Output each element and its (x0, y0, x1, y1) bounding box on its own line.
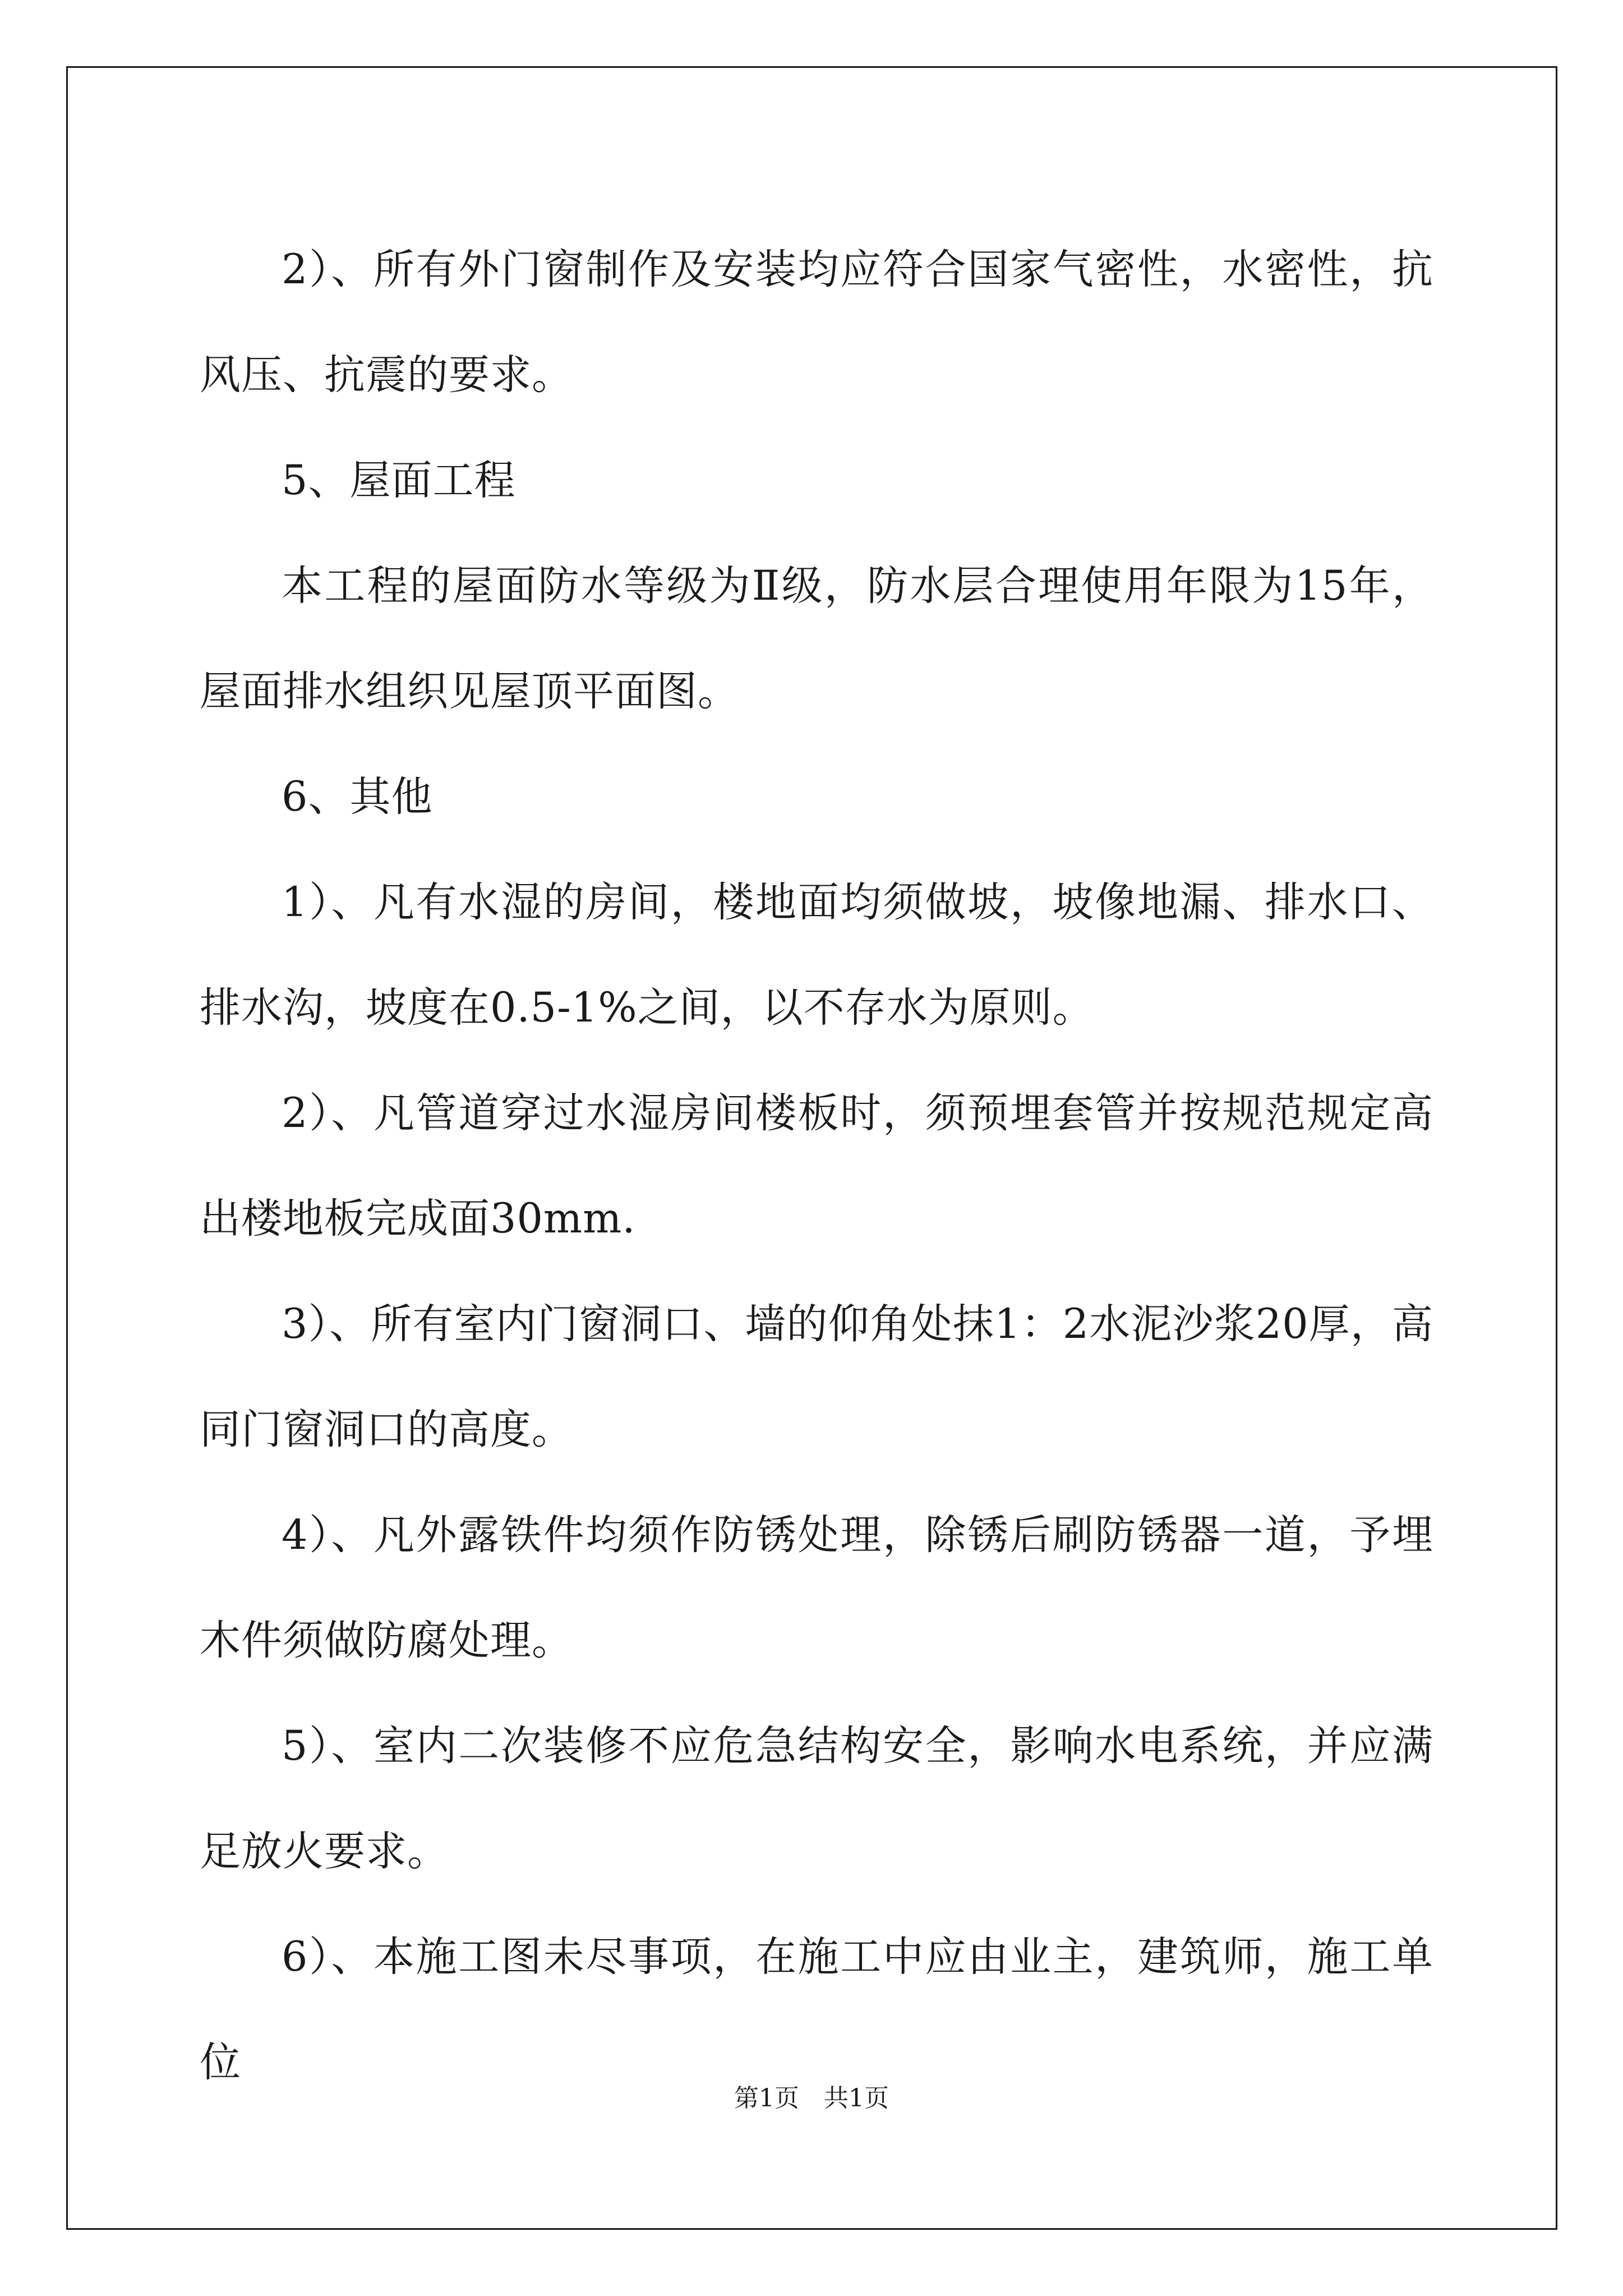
page-number-footer: 第1页 共1页 (734, 2084, 889, 2113)
paragraph-roof-waterproofing: 本工程的屋面防水等级为Ⅱ级，防水层合理使用年限为15年，屋面排水组织见屋顶平面图。 (200, 562, 1433, 715)
paragraph-interior-renovation: 5）、室内二次装修不应危急结构安全，影响水电系统，并应满足放火要求。 (200, 1722, 1433, 1875)
paragraph-windows-requirements: 2）、所有外门窗制作及安装均应符合国家气密性，水密性，抗风压、抗震的要求。 (200, 246, 1433, 399)
paragraph-wet-rooms: 1）、凡有水湿的房间，楼地面均须做坡，坡像地漏、排水口、排水沟，坡度在0.5-1%之间，以不存水为原则。 (200, 878, 1433, 1032)
paragraph-unresolved-items: 6）、本施工图未尽事项，在施工中应由业主，建筑师，施工单位 (200, 1933, 1433, 2086)
paragraph-rust-protection: 4）、凡外露铁件均须作防锈处理，除锈后刷防锈器一道，予埋木件须做防腐处理。 (200, 1511, 1433, 1664)
paragraph-corner-plaster: 3）、所有室内门窗洞口、墙的仰角处抹1：2水泥沙浆20厚，高同门窗洞口的高度。 (200, 1300, 1433, 1453)
paragraph-pipe-sleeves: 2）、凡管道穿过水湿房间楼板时，须预埋套管并按规范规定高出楼地板完成面30mm. (200, 1089, 1433, 1243)
section-heading-roof: 5、屋面工程 (282, 457, 516, 504)
document-body (200, 217, 1433, 2115)
section-heading-other: 6、其他 (282, 773, 433, 821)
